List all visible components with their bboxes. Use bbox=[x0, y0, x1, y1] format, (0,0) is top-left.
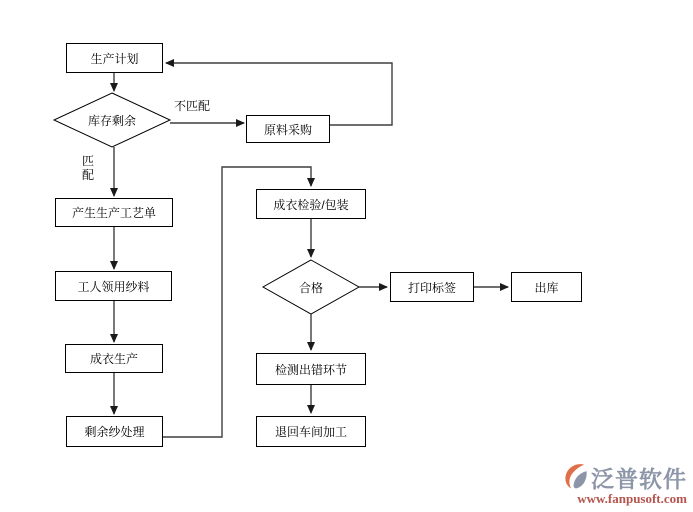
node-worker-receive-yarn: 工人领用纱料 bbox=[55, 271, 172, 301]
node-leftover-yarn-handling: 剩余纱处理 bbox=[66, 416, 163, 447]
node-qualified-label: 合格 bbox=[298, 280, 323, 295]
node-return-to-workshop: 退回车间加工 bbox=[256, 416, 366, 447]
brand-name: 泛普软件 bbox=[591, 466, 687, 492]
vendor-watermark bbox=[527, 461, 687, 506]
node-garment-production: 成衣生产 bbox=[65, 344, 163, 373]
edge-label-match: 匹配 bbox=[82, 154, 95, 182]
node-create-process-sheet: 产生生产工艺单 bbox=[55, 198, 173, 227]
node-detect-error-step: 检测出错环节 bbox=[256, 353, 366, 385]
node-material-purchase: 原料采购 bbox=[246, 115, 330, 143]
node-inspection-packaging: 成衣检验/包装 bbox=[256, 189, 366, 219]
fanpu-logo-icon bbox=[563, 461, 589, 491]
node-warehouse-out: 出库 bbox=[511, 272, 582, 302]
node-production-plan: 生产计划 bbox=[66, 43, 163, 73]
node-inventory-remaining-label: 库存剩余 bbox=[87, 113, 136, 128]
brand-url: www.fanpusoft.com bbox=[577, 491, 687, 506]
edge-label-mismatch: 不匹配 bbox=[174, 99, 211, 113]
node-print-label: 打印标签 bbox=[390, 272, 474, 302]
